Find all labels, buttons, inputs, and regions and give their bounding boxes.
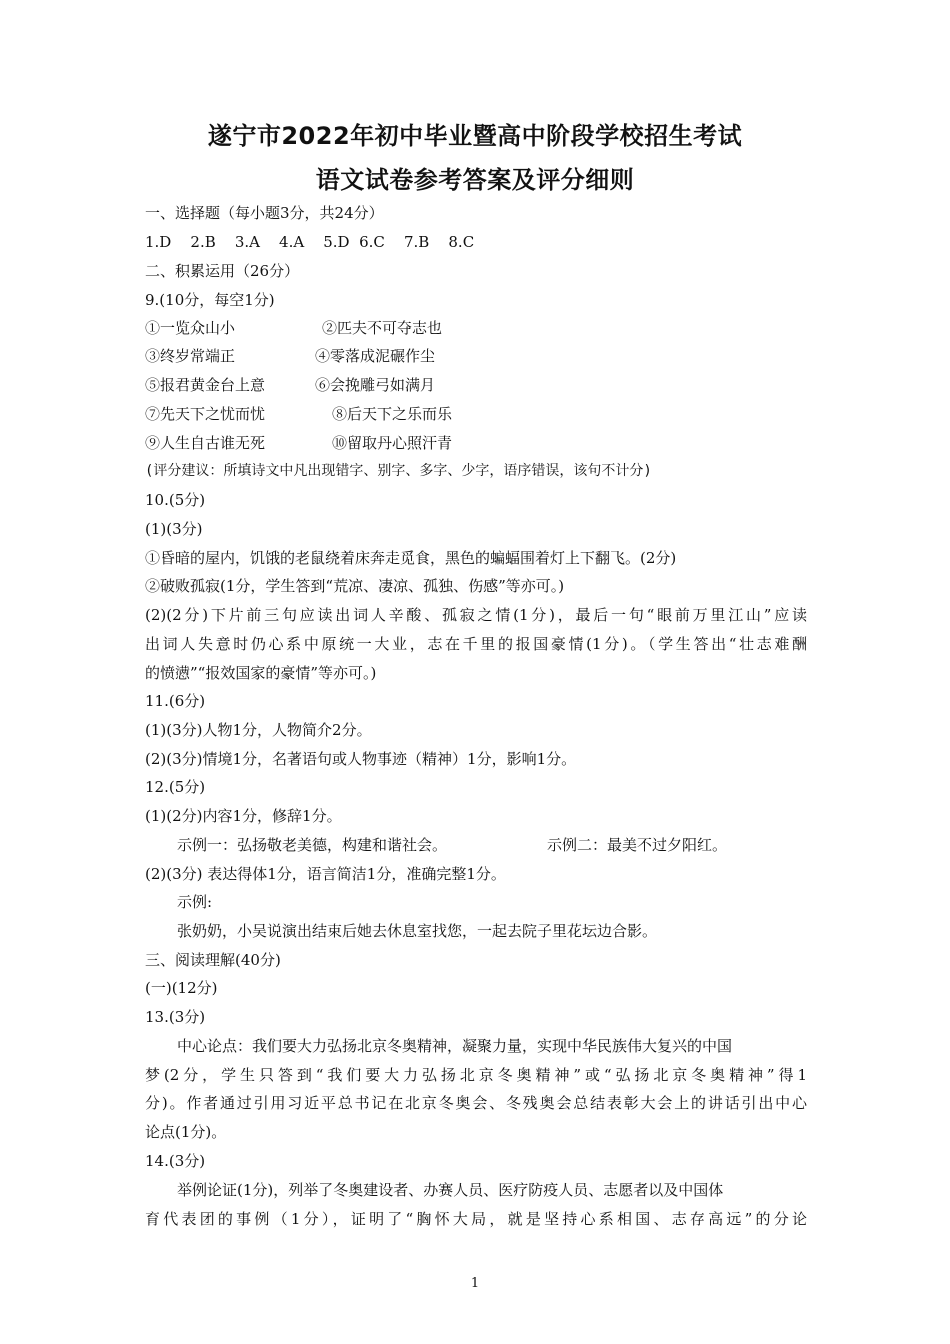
q12-examples <box>177 831 847 860</box>
q9-row <box>145 400 815 429</box>
section-3-heading: 三、阅读理解(40分) <box>145 951 281 969</box>
exam-subtitle: 语文试卷参考答案及评分细则 <box>315 166 635 194</box>
q10-part1-answer: ②破败孤寂(1分，学生答到“荒凉、凄凉、孤独、伤感”等亦可。) <box>145 577 565 595</box>
q10-part2-answer: 出词人失意时仍心系中原统一大业，志在千里的报国豪情(1分)。（学生答出“壮志难酬 <box>145 635 807 653</box>
q10-part1-answer: ①昏暗的屋内，饥饿的老鼠绕着床奔走觅食，黑色的蝙蝠围着灯上下翻飞。(2分) <box>145 549 677 567</box>
q9-scoring-note: (评分建议：所填诗文中凡出现错字、别字、多字、少字，语序错误，该句不计分) <box>145 463 652 479</box>
q9-answer: ⑩留取丹心照汗青 <box>332 434 453 452</box>
section-1-heading: 一、选择题（每小题3分，共24分） <box>145 204 384 222</box>
q11-part2: (2)(3分)情境1分，名著语句或人物事迹（精神）1分，影响1分。 <box>145 750 577 768</box>
reading-part-1-heading: (一)(12分) <box>145 979 218 997</box>
q12-example-1: 示例一：弘扬敬老美德，构建和谐社会。 <box>177 836 448 854</box>
q14-heading: 14.(3分) <box>145 1152 206 1170</box>
q12-part2: (2)(3分) 表达得体1分，语言简洁1分，准确完整1分。 <box>145 865 506 883</box>
q14-answer-line: 育代表团的事例（1分），证明了“胸怀大局，就是坚持心系相国、志存高远”的分论 <box>145 1210 807 1228</box>
q12-example-2: 示例二：最美不过夕阳红。 <box>547 836 728 854</box>
q10-heading: 10.(5分) <box>145 491 206 509</box>
q9-answer: ④零落成泥碾作尘 <box>315 347 436 365</box>
section-2-heading: 二、积累运用（26分） <box>145 262 300 280</box>
q14-answer-line: 举例论证(1分)，列举了冬奥建设者、办赛人员、医疗防疫人员、志愿者以及中国体 <box>177 1181 724 1199</box>
q9-answer: ②匹夫不可夺志也 <box>322 319 443 337</box>
q12-example-label: 示例: <box>177 893 213 911</box>
q9-answer: ①一览众山小 <box>145 319 236 337</box>
choice-answers: 1.D 2.B 3.A 4.A 5.D 6.C 7.B 8.C <box>145 233 475 251</box>
page-number: 1 <box>470 1276 480 1291</box>
q13-answer-line: 分)。作者通过引用习近平总书记在北京冬奥会、冬残奥会总结表彰大会上的讲话引出中心 <box>145 1094 807 1112</box>
q9-row <box>145 342 815 371</box>
q13-answer-line: 论点(1分)。 <box>145 1123 227 1141</box>
q9-answer: ⑧后天下之乐而乐 <box>332 405 453 423</box>
q13-answer-line: 梦(2分，学生只答到“我们要大力弘扬北京冬奥精神”或“弘扬北京冬奥精神”得1 <box>145 1066 807 1084</box>
q11-part1: (1)(3分)人物1分，人物简介2分。 <box>145 721 372 739</box>
q12-part1: (1)(2分)内容1分，修辞1分。 <box>145 807 342 825</box>
q10-part2-answer: 的愤懑”“报效国家的豪情”等亦可。) <box>145 664 377 682</box>
q9-row <box>145 371 815 400</box>
q9-answer: ⑨人生自古谁无死 <box>145 434 266 452</box>
q9-row <box>145 314 815 343</box>
q9-row <box>145 429 815 458</box>
q10-part1-heading: (1)(3分) <box>145 520 203 538</box>
q9-answer: ⑤报君黄金台上意 <box>145 376 266 394</box>
q11-heading: 11.(6分) <box>145 692 206 710</box>
q13-answer-line: 中心论点：我们要大力弘扬北京冬奥精神，凝聚力量，实现中华民族伟大复兴的中国 <box>177 1037 733 1055</box>
q12-heading: 12.(5分) <box>145 778 206 796</box>
q13-heading: 13.(3分) <box>145 1008 206 1026</box>
exam-title: 遂宁市2022年初中毕业暨高中阶段学校招生考试 <box>207 122 743 150</box>
q9-answer: ⑥会挽雕弓如满月 <box>315 376 436 394</box>
q9-heading: 9.(10分，每空1分) <box>145 291 275 309</box>
q12-example-text: 张奶奶，小吴说演出结束后她去休息室找您，一起去院子里花坛边合影。 <box>177 922 658 940</box>
q9-answer: ⑦先天下之忧而忧 <box>145 405 266 423</box>
q10-part2-answer: (2)(2分)下片前三句应读出词人辛酸、孤寂之情(1分)，最后一句“眼前万里江山”应读 <box>145 606 807 624</box>
q9-answer: ③终岁常端正 <box>145 347 236 365</box>
